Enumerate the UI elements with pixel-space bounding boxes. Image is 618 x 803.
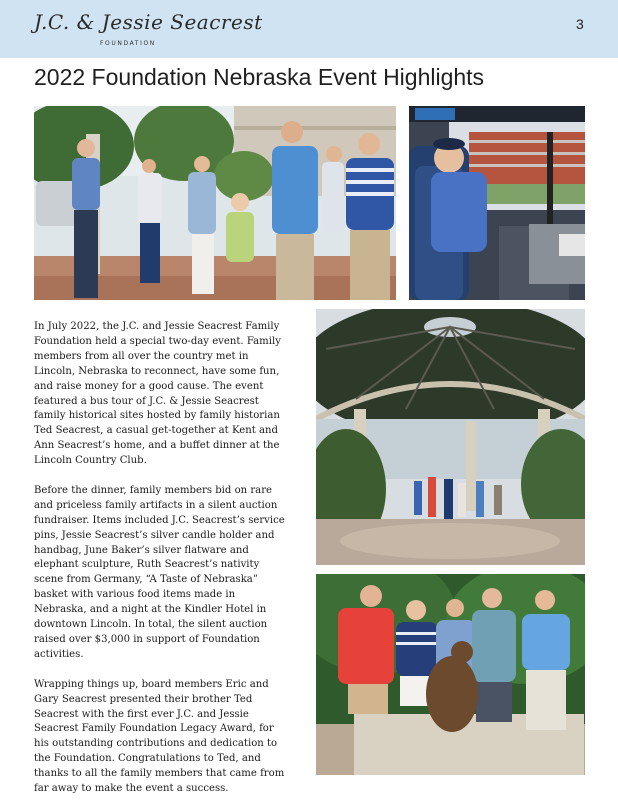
logo-subtitle: FOUNDATION xyxy=(100,40,156,47)
article-body xyxy=(34,320,290,803)
article-paragraph: Before the dinner, family members bid on rare and priceless family artifacts in a silent auction fundraiser. Items included J.C. Seacrest’s service pins, Jessie Seacrest’s silver candle holder and handbag, June Baker’s silver flatware and elephant sculpture, Ruth Seacrest’s nativity scene from Germany, “A Taste of Nebraska” basket with various food items made in Nebraska, and a night at the Kindler Hotel in downtown Lincoln. In total, the silent auction raised over $3,000 in support of Foundation activities. xyxy=(34,484,285,660)
gazebo-photo xyxy=(316,309,585,565)
article-paragraph: In July 2022, the J.C. and Jessie Seacrest Family Foundation held a special two-day event. Family members from all over the country met in Lincoln, Nebraska to reconnect, have some fun, and raise money for a good cause. The event featured a bus tour of J.C. & Jessie Seacrest family historical sites hosted by family historian Ted Seacrest, a casual get-together at Kent and Ann Seacrest’s home, and a buffet dinner at the Lincoln Country Club. xyxy=(34,321,281,467)
foundation-logo xyxy=(34,10,263,52)
article-paragraph: Wrapping things up, board members Eric and Gary Seacrest presented their brother Ted Seacrest with the first ever J.C. and Jessie Seacrest Family Foundation Legacy Award, for his outstanding contributions and dedication to the Foundation. Congratulations to Ted, and thanks to all the family members that came from far away to make the event a success. xyxy=(34,678,285,795)
group-tour-photo xyxy=(34,106,396,300)
page-number: 3 xyxy=(576,16,584,32)
bus-interior-photo xyxy=(409,106,585,300)
award-group-photo xyxy=(316,574,585,775)
page-title: 2022 Foundation Nebraska Event Highlights xyxy=(34,64,485,90)
logo-script-text: J.C. & Jessie Seacrest xyxy=(34,10,263,34)
